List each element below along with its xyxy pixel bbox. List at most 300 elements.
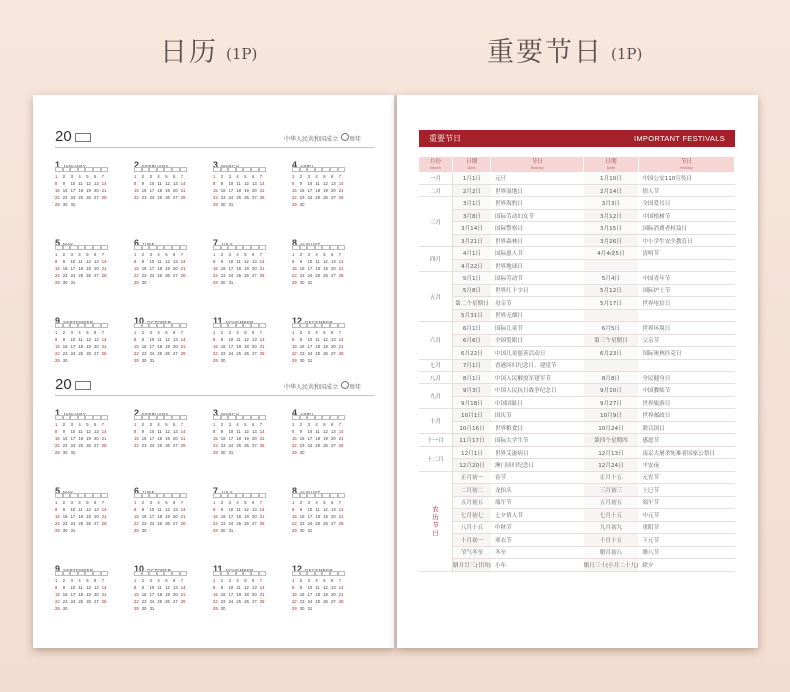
weekday-boxes bbox=[213, 571, 292, 576]
day-number: 26 bbox=[244, 273, 249, 278]
weekday-box bbox=[164, 571, 172, 576]
header-2 bbox=[491, 157, 584, 172]
weekday-box bbox=[70, 245, 78, 250]
day-number: 8 bbox=[213, 181, 216, 186]
day-number: 24 bbox=[70, 521, 76, 526]
day-number: 12 bbox=[86, 259, 91, 264]
day-number: 17 bbox=[149, 592, 155, 597]
day-number: 5 bbox=[323, 330, 326, 335]
month-number: 10 bbox=[134, 316, 145, 326]
festivals-title-bar bbox=[419, 130, 735, 147]
weekday-box bbox=[172, 415, 180, 420]
date-cell: 7月1日 bbox=[453, 359, 491, 371]
day-number: 13 bbox=[93, 585, 99, 590]
weekday-box bbox=[164, 167, 172, 172]
weekday-box bbox=[78, 323, 86, 328]
day-number: 11 bbox=[236, 337, 241, 342]
day-number: 20 bbox=[93, 188, 99, 193]
day-number: 25 bbox=[315, 195, 321, 200]
day-number: 21 bbox=[101, 344, 107, 349]
day-number: 19 bbox=[165, 266, 170, 271]
weekday-box bbox=[338, 571, 346, 576]
day-number: 7 bbox=[259, 578, 263, 583]
weekday-box bbox=[236, 323, 244, 328]
day-number: 24 bbox=[307, 195, 313, 200]
table-row bbox=[419, 372, 735, 384]
weekday-box bbox=[213, 323, 221, 328]
header-en: Month bbox=[430, 165, 441, 170]
lunar-date-cell: 十月十五 bbox=[584, 534, 639, 546]
day-number: 19 bbox=[244, 344, 249, 349]
lunar-row bbox=[419, 546, 735, 558]
day-number: 12 bbox=[244, 337, 249, 342]
day-number: 25 bbox=[315, 521, 321, 526]
day-number: 22 bbox=[55, 599, 60, 604]
day-number: 9 bbox=[62, 585, 66, 590]
day-number: 20 bbox=[172, 344, 178, 349]
day-number: 23 bbox=[299, 195, 305, 200]
month-may bbox=[55, 481, 134, 553]
day-number: 8 bbox=[292, 507, 295, 512]
day-number: 13 bbox=[93, 181, 99, 186]
day-number: 6 bbox=[172, 422, 176, 427]
date-cell: 2月2日 bbox=[453, 184, 491, 196]
weekday-box bbox=[338, 415, 346, 420]
weekday-box bbox=[70, 571, 78, 576]
day-number: 15 bbox=[55, 344, 60, 349]
weekday-box bbox=[149, 571, 157, 576]
weekday-boxes bbox=[292, 323, 371, 328]
date-cell: 3月14日 bbox=[453, 222, 491, 234]
month-header bbox=[55, 233, 134, 248]
day-number: 27 bbox=[172, 443, 178, 448]
day-number: 3 bbox=[307, 252, 310, 257]
day-number: 21 bbox=[101, 514, 107, 519]
day-number: 15 bbox=[292, 344, 297, 349]
day-number: 19 bbox=[244, 514, 249, 519]
month-cell: 七月 bbox=[419, 359, 453, 371]
day-number: 14 bbox=[180, 259, 186, 264]
holiday-cell: 世界粮食日 bbox=[491, 421, 584, 433]
day-number: 18 bbox=[157, 266, 163, 271]
weekday-box bbox=[180, 571, 188, 576]
day-number: 3 bbox=[70, 252, 73, 257]
day-number: 24 bbox=[228, 195, 234, 200]
day-number: 15 bbox=[134, 514, 139, 519]
day-number: 4 bbox=[157, 174, 160, 179]
day-number: 31 bbox=[228, 280, 234, 285]
lunar-holiday-cell: 中元节 bbox=[638, 509, 734, 521]
day-number: 3 bbox=[70, 578, 73, 583]
day-grid bbox=[213, 422, 292, 455]
day-number: 7 bbox=[101, 174, 105, 179]
day-number: 1 bbox=[213, 578, 216, 583]
day-number: 26 bbox=[165, 599, 170, 604]
day-number: 28 bbox=[101, 521, 107, 526]
date-cell: 5月31日 bbox=[453, 309, 491, 321]
festivals-table bbox=[419, 157, 735, 572]
day-number: 28 bbox=[101, 273, 107, 278]
day-number: 17 bbox=[228, 592, 234, 597]
day-number: 9 bbox=[220, 259, 224, 264]
lunar-date-cell: 五月初五 bbox=[584, 496, 639, 508]
festivals-page bbox=[397, 95, 758, 648]
day-number: 28 bbox=[180, 273, 186, 278]
day-number: 4 bbox=[315, 174, 318, 179]
weekday-box bbox=[307, 415, 315, 420]
day-number: 2 bbox=[299, 330, 303, 335]
day-number: 8 bbox=[134, 429, 137, 434]
holiday-cell: 世界艾滋病日 bbox=[491, 446, 584, 458]
weekday-box bbox=[149, 167, 157, 172]
weekday-box bbox=[236, 493, 244, 498]
day-number: 23 bbox=[220, 351, 226, 356]
day-number: 6 bbox=[251, 252, 255, 257]
day-number: 4 bbox=[236, 422, 239, 427]
month-header bbox=[134, 311, 213, 326]
day-number: 8 bbox=[292, 585, 295, 590]
weekday-box bbox=[55, 571, 63, 576]
month-grid bbox=[55, 155, 375, 383]
day-number: 3 bbox=[228, 330, 231, 335]
weekday-box bbox=[236, 245, 244, 250]
day-number: 15 bbox=[213, 436, 218, 441]
day-number: 13 bbox=[251, 259, 257, 264]
holiday-cell: 世界邮政日 bbox=[638, 409, 734, 421]
lunar-holiday-cell: 龙抬头 bbox=[491, 484, 584, 496]
day-number: 29 bbox=[55, 358, 60, 363]
weekday-box bbox=[228, 167, 236, 172]
year-prefix: 20 bbox=[55, 128, 72, 145]
weekday-boxes bbox=[134, 323, 213, 328]
day-number: 16 bbox=[62, 344, 68, 349]
day-number: 24 bbox=[307, 521, 313, 526]
weekday-box bbox=[338, 245, 346, 250]
day-number: 5 bbox=[165, 252, 168, 257]
lunar-holiday-cell: 春节 bbox=[491, 471, 584, 483]
day-number: 25 bbox=[157, 351, 163, 356]
weekday-box bbox=[78, 167, 86, 172]
day-number: 24 bbox=[149, 273, 155, 278]
day-number: 13 bbox=[251, 507, 257, 512]
holiday-cell: 世界地球日 bbox=[491, 259, 584, 271]
month-april bbox=[292, 403, 371, 475]
day-number: 23 bbox=[141, 195, 147, 200]
lunar-holiday-cell: 下元节 bbox=[638, 534, 734, 546]
holiday-cell: 元旦 bbox=[491, 172, 584, 184]
table-row bbox=[419, 409, 735, 421]
year-calendar-2 bbox=[55, 376, 375, 631]
day-number: 30 bbox=[62, 358, 68, 363]
day-number: 25 bbox=[78, 443, 84, 448]
month-february bbox=[134, 155, 213, 227]
weekday-boxes bbox=[134, 245, 213, 250]
day-number: 18 bbox=[236, 344, 242, 349]
year-prefix: 20 bbox=[55, 376, 72, 393]
weekday-box bbox=[93, 245, 101, 250]
day-number: 30 bbox=[220, 358, 226, 363]
day-number: 15 bbox=[55, 436, 60, 441]
day-number: 1 bbox=[292, 578, 295, 583]
day-number: 16 bbox=[141, 344, 147, 349]
holiday-cell: 香港回归纪念日、建党节 bbox=[491, 359, 584, 371]
table-row bbox=[419, 334, 735, 346]
day-number: 31 bbox=[70, 280, 76, 285]
day-number: 12 bbox=[165, 181, 170, 186]
month-name: MAY bbox=[63, 490, 74, 495]
month-october bbox=[134, 311, 213, 383]
month-number: 12 bbox=[292, 564, 303, 574]
month-header bbox=[55, 481, 134, 496]
holiday-cell: 全国爱耳日 bbox=[638, 197, 734, 209]
lunar-row bbox=[419, 509, 735, 521]
day-number: 9 bbox=[62, 429, 66, 434]
day-number: 5 bbox=[323, 500, 326, 505]
day-number: 13 bbox=[330, 259, 336, 264]
day-number: 23 bbox=[141, 351, 147, 356]
day-number: 13 bbox=[172, 429, 178, 434]
day-number: 13 bbox=[330, 181, 336, 186]
day-number: 13 bbox=[251, 181, 257, 186]
weekday-boxes bbox=[55, 245, 134, 250]
day-number: 8 bbox=[55, 429, 58, 434]
weekday-box bbox=[292, 167, 300, 172]
day-number: 16 bbox=[141, 188, 147, 193]
month-name: OCTOBER bbox=[147, 568, 172, 573]
lunar-row bbox=[419, 559, 735, 571]
day-number: 26 bbox=[165, 195, 170, 200]
day-number: 24 bbox=[228, 443, 234, 448]
day-number: 13 bbox=[330, 337, 336, 342]
day-number: 14 bbox=[180, 585, 186, 590]
day-number: 14 bbox=[259, 259, 265, 264]
day-number: 17 bbox=[149, 266, 155, 271]
day-number: 20 bbox=[330, 436, 336, 441]
date-cell: 6月6日 bbox=[453, 334, 491, 346]
day-number: 5 bbox=[323, 422, 326, 427]
day-number: 11 bbox=[315, 429, 320, 434]
day-number: 25 bbox=[78, 521, 84, 526]
day-number: 10 bbox=[307, 259, 313, 264]
lunar-holiday-cell: 上巳节 bbox=[638, 484, 734, 496]
weekday-box bbox=[292, 493, 300, 498]
day-number: 26 bbox=[244, 443, 249, 448]
date-cell: 10月16日 bbox=[453, 421, 491, 433]
month-number: 3 bbox=[213, 408, 219, 418]
month-number: 2 bbox=[134, 160, 140, 170]
day-number: 9 bbox=[299, 507, 303, 512]
weekday-boxes bbox=[134, 493, 213, 498]
lunar-date-cell: 正月十五 bbox=[584, 471, 639, 483]
day-number: 20 bbox=[251, 188, 257, 193]
weekday-box bbox=[85, 571, 93, 576]
day-number: 27 bbox=[330, 195, 336, 200]
holiday-cell: 世界旅游日 bbox=[638, 396, 734, 408]
date-cell bbox=[584, 309, 639, 321]
weekday-box bbox=[78, 245, 86, 250]
day-number: 11 bbox=[236, 259, 241, 264]
day-number: 8 bbox=[292, 429, 295, 434]
day-number: 30 bbox=[62, 606, 68, 611]
day-number: 7 bbox=[338, 252, 342, 257]
weekday-box bbox=[55, 245, 63, 250]
day-number: 9 bbox=[141, 259, 145, 264]
table-row bbox=[419, 322, 735, 334]
month-header bbox=[213, 311, 292, 326]
day-number: 24 bbox=[149, 351, 155, 356]
day-number: 21 bbox=[259, 344, 265, 349]
date-cell: 8月8日 bbox=[584, 372, 639, 384]
holiday-cell: 感恩节 bbox=[638, 434, 734, 446]
holiday-cell: 南京大屠杀死难者国家公祭日 bbox=[638, 446, 734, 458]
weekday-box bbox=[228, 571, 236, 576]
day-number: 16 bbox=[299, 266, 305, 271]
day-number: 21 bbox=[180, 344, 186, 349]
month-name: NOVEMBER bbox=[225, 568, 254, 573]
day-number: 31 bbox=[149, 606, 155, 611]
day-number: 4 bbox=[78, 330, 81, 335]
day-number: 11 bbox=[157, 429, 162, 434]
day-number: 1 bbox=[292, 500, 295, 505]
month-name: APRIL bbox=[300, 412, 315, 417]
day-number: 12 bbox=[323, 507, 328, 512]
weekday-box bbox=[134, 245, 142, 250]
holiday-cell: 联合国日 bbox=[638, 421, 734, 433]
lunar-date-cell: 三月初三 bbox=[584, 484, 639, 496]
weekday-box bbox=[330, 323, 338, 328]
day-number: 6 bbox=[93, 578, 97, 583]
day-number: 8 bbox=[134, 337, 137, 342]
day-number: 31 bbox=[228, 202, 234, 207]
day-number: 11 bbox=[78, 429, 83, 434]
anniversary-suffix: 周年 bbox=[348, 384, 361, 391]
day-number: 20 bbox=[93, 514, 99, 519]
weekday-boxes bbox=[213, 245, 292, 250]
holiday-cell: 世界海豹日 bbox=[491, 197, 584, 209]
month-header bbox=[134, 155, 213, 170]
month-header bbox=[213, 233, 292, 248]
day-number: 17 bbox=[70, 188, 76, 193]
day-number: 26 bbox=[323, 599, 328, 604]
day-number: 16 bbox=[62, 514, 68, 519]
weekday-box bbox=[134, 323, 142, 328]
header-cn: 日期 bbox=[466, 158, 478, 165]
day-number: 26 bbox=[165, 443, 170, 448]
day-number: 7 bbox=[338, 578, 342, 583]
day-number: 12 bbox=[165, 429, 170, 434]
day-number: 11 bbox=[236, 429, 241, 434]
day-number: 27 bbox=[172, 273, 178, 278]
day-number: 27 bbox=[172, 521, 178, 526]
weekday-box bbox=[300, 323, 308, 328]
day-number: 14 bbox=[180, 507, 186, 512]
day-number: 10 bbox=[228, 259, 234, 264]
month-name: JULY bbox=[221, 242, 233, 247]
day-number: 20 bbox=[172, 514, 178, 519]
month-cell: 一月 bbox=[419, 172, 453, 184]
day-number: 16 bbox=[220, 188, 226, 193]
day-number: 29 bbox=[292, 606, 297, 611]
day-number: 5 bbox=[165, 174, 168, 179]
day-number: 27 bbox=[330, 521, 336, 526]
day-number: 15 bbox=[292, 266, 297, 271]
day-grid bbox=[213, 252, 292, 285]
weekday-box bbox=[221, 167, 229, 172]
weekday-box bbox=[213, 571, 221, 576]
weekday-box bbox=[157, 323, 165, 328]
day-number: 9 bbox=[141, 337, 145, 342]
day-number: 7 bbox=[338, 174, 342, 179]
month-header bbox=[292, 311, 371, 326]
day-number: 23 bbox=[62, 351, 68, 356]
day-number: 15 bbox=[55, 592, 60, 597]
day-number: 21 bbox=[338, 514, 344, 519]
day-number: 28 bbox=[180, 195, 186, 200]
day-number: 23 bbox=[299, 599, 305, 604]
day-number: 10 bbox=[70, 507, 76, 512]
day-number: 25 bbox=[157, 273, 163, 278]
weekday-box bbox=[236, 571, 244, 576]
month-february bbox=[134, 403, 213, 475]
month-header bbox=[55, 403, 134, 418]
month-cell: 九月 bbox=[419, 384, 453, 409]
day-number: 27 bbox=[251, 521, 257, 526]
month-name: JUNE bbox=[142, 242, 155, 247]
weekday-box bbox=[300, 167, 308, 172]
day-number: 13 bbox=[93, 429, 99, 434]
day-number: 12 bbox=[244, 585, 249, 590]
day-number: 28 bbox=[180, 599, 186, 604]
day-number: 12 bbox=[86, 429, 91, 434]
day-number: 31 bbox=[70, 528, 76, 533]
day-number: 19 bbox=[244, 436, 249, 441]
weekday-box bbox=[322, 245, 330, 250]
day-number: 22 bbox=[213, 351, 218, 356]
day-number: 2 bbox=[62, 422, 66, 427]
day-number: 19 bbox=[165, 344, 170, 349]
day-number: 23 bbox=[220, 443, 226, 448]
holiday-cell: 国际奥林匹克日 bbox=[638, 347, 734, 359]
day-number: 27 bbox=[93, 273, 99, 278]
day-number: 21 bbox=[338, 266, 344, 271]
day-number: 3 bbox=[149, 330, 152, 335]
holiday-cell: 中国人民抗日战争纪念日 bbox=[491, 384, 584, 396]
day-number: 13 bbox=[172, 259, 178, 264]
year-header bbox=[55, 376, 375, 396]
day-number: 8 bbox=[134, 507, 137, 512]
weekday-box bbox=[315, 415, 323, 420]
weekday-box bbox=[70, 493, 78, 498]
date-cell: 12月20日 bbox=[453, 459, 491, 471]
weekday-box bbox=[322, 415, 330, 420]
weekday-box bbox=[63, 245, 71, 250]
day-number: 27 bbox=[172, 195, 178, 200]
weekday-boxes bbox=[213, 415, 292, 420]
date-cell: 2月14日 bbox=[584, 184, 639, 196]
weekday-box bbox=[307, 493, 315, 498]
day-number: 6 bbox=[251, 330, 255, 335]
day-number: 27 bbox=[93, 351, 99, 356]
day-number: 21 bbox=[259, 188, 265, 193]
weekday-box bbox=[93, 571, 101, 576]
day-number: 2 bbox=[141, 174, 145, 179]
day-number: 20 bbox=[172, 266, 178, 271]
month-name: SEPTEMBER bbox=[63, 568, 94, 573]
day-number: 27 bbox=[251, 599, 257, 604]
day-number: 3 bbox=[70, 500, 73, 505]
month-name: FEBRUARY bbox=[142, 164, 169, 169]
day-number: 6 bbox=[251, 578, 255, 583]
